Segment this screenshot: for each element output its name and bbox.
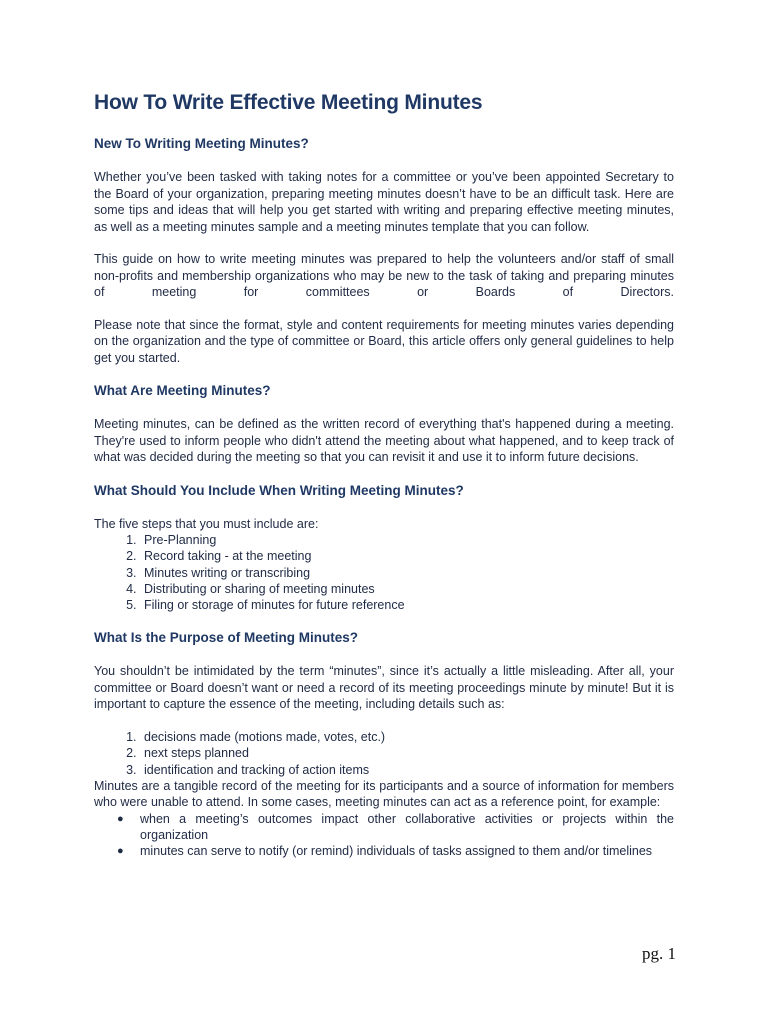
section-heading-what-are-minutes: What Are Meeting Minutes?: [94, 383, 271, 398]
bullet-text: when a meeting’s outcomes impact other collaborative activities or projects within the organization: [140, 811, 674, 843]
list-item: 2. next steps planned: [140, 745, 674, 761]
paragraph: Meeting minutes, can be defined as the written record of everything that's happened during a meeting. They're used to inform people who didn't attend the meeting about what happened, and to keep track of what was decided during the meeting so that you can revisit it and use it to inform future decisions.: [94, 417, 674, 464]
list-item: 3. Minutes writing or transcribing: [140, 565, 674, 581]
bullet-icon: ●: [117, 812, 124, 825]
list-item: [117, 811, 674, 844]
list-item: 3. identification and tracking of action items: [140, 762, 674, 778]
section-heading-what-to-include: What Should You Include When Writing Meeting Minutes?: [94, 482, 464, 498]
details-list: [94, 729, 674, 778]
steps-list: [94, 532, 674, 613]
section-heading-purpose: What Is the Purpose of Meeting Minutes?: [94, 630, 359, 646]
list-item: 1. Pre-Planning: [140, 532, 674, 548]
paragraph: Whether you’ve been tasked with taking notes for a committee or you’ve been appointed Secretary to the Board of your organization, preparing meeting minutes doesn’t have to be an difficult task. Here are some tips and ideas that will help you get started with writing and preparing effective meeting minutes, as well as a meeting minutes sample and a meeting minutes template that you can follow.: [94, 170, 674, 234]
list-item: 5. Filing or storage of minutes for future reference: [140, 597, 674, 613]
paragraph: You shouldn’t be intimidated by the term “minutes”, since it’s actually a little misleading. After all, your committee or Board doesn’t want or need a record of its meeting proceedings minute by minute! But it is important to capture the essence of the meeting, including details such as:: [94, 664, 674, 712]
paragraph: Minutes are a tangible record of the meeting for its participants and a source of information for members who were unable to attend. In some cases, meeting minutes can act as a reference point, for example:: [94, 778, 674, 810]
bullet-icon: ●: [117, 845, 124, 858]
list-item: 2. Record taking - at the meeting: [140, 548, 674, 564]
paragraph: Please note that since the format, style and content requirements for meeting minutes varies depending on the organization and the type of committee or Board, this article offers only general guidelines to help get you started.: [94, 317, 674, 365]
document-title: How To Write Effective Meeting Minutes: [94, 91, 483, 114]
bullet-text: minutes can serve to notify (or remind) individuals of tasks assigned to them and/or timelines: [140, 844, 653, 859]
bullet-list: [94, 811, 674, 860]
paragraph: This guide on how to write meeting minutes was prepared to help the volunteers and/or staff of small non-profits and membership organizations who may be new to the task of taking and preparing minutes of meeting for committees or Boards of Directors.: [94, 252, 674, 299]
page-number: pg. 1: [642, 944, 676, 963]
list-item: 1. decisions made (motions made, votes, etc.): [140, 729, 674, 745]
list-item: 4. Distributing or sharing of meeting minutes: [140, 581, 674, 597]
list-item: [117, 843, 674, 859]
list-intro: The five steps that you must include are:: [94, 516, 319, 531]
section-heading-new-to-writing: New To Writing Meeting Minutes?: [94, 136, 309, 151]
